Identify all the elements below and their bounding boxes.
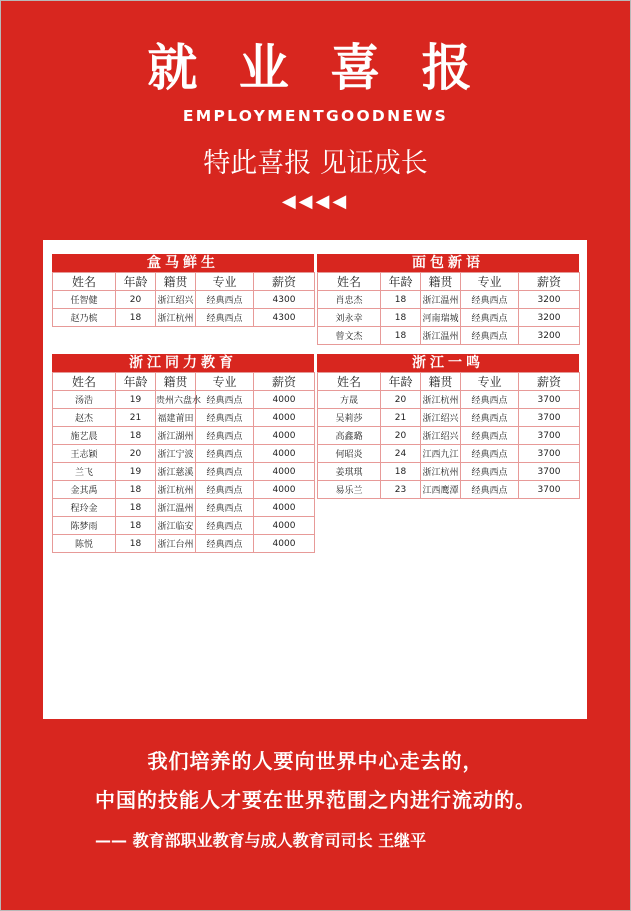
quote-line-1: 我们培养的人要向世界中心走去的， xyxy=(147,749,484,773)
table-cell: 3200 xyxy=(519,291,580,309)
column-header: 薪资 xyxy=(254,273,315,291)
table-cell: 浙江杭州 xyxy=(156,309,196,327)
employment-panel xyxy=(43,240,587,719)
table-cell: 河南瑞城 xyxy=(421,309,461,327)
company-block xyxy=(317,254,579,345)
company-name: 浙江同力教育 xyxy=(52,354,314,372)
quote-line-2: 中国的技能人才要在世界范围之内进行流动的。 xyxy=(95,788,536,812)
table-cell: 陈梦雨 xyxy=(53,517,116,535)
table-cell: 3700 xyxy=(519,409,580,427)
table-cell: 赵杰 xyxy=(53,409,116,427)
table-cell: 4000 xyxy=(254,463,315,481)
table-cell: 20 xyxy=(381,427,421,445)
table-cell: 王志颖 xyxy=(53,445,116,463)
column-header: 籍贯 xyxy=(421,273,461,291)
table-cell: 18 xyxy=(381,327,421,345)
column-header: 年龄 xyxy=(116,373,156,391)
table-cell: 18 xyxy=(116,309,156,327)
employment-table xyxy=(52,272,315,327)
table-cell: 经典西点 xyxy=(196,309,254,327)
table-cell: 经典西点 xyxy=(196,427,254,445)
column-header: 姓名 xyxy=(53,373,116,391)
company-block xyxy=(52,354,314,553)
table-cell: 肖忠杰 xyxy=(318,291,381,309)
table-cell: 18 xyxy=(116,427,156,445)
column-header: 专业 xyxy=(461,373,519,391)
table-cell: 贵州六盘水 xyxy=(156,391,196,409)
table-cell: 经典西点 xyxy=(461,427,519,445)
table-cell: 18 xyxy=(381,291,421,309)
table-cell: 18 xyxy=(381,309,421,327)
table-cell: 浙江温州 xyxy=(421,327,461,345)
table-row xyxy=(318,427,580,445)
table-cell: 19 xyxy=(116,391,156,409)
table-cell: 4000 xyxy=(254,445,315,463)
column-header: 年龄 xyxy=(116,273,156,291)
table-cell: 赵乃槟 xyxy=(53,309,116,327)
table-cell: 施艺晨 xyxy=(53,427,116,445)
table-cell: 4000 xyxy=(254,427,315,445)
table-row xyxy=(318,327,580,345)
table-cell: 19 xyxy=(116,463,156,481)
table-cell: 4300 xyxy=(254,291,315,309)
table-cell: 18 xyxy=(116,499,156,517)
table-row xyxy=(318,309,580,327)
table-cell: 经典西点 xyxy=(461,291,519,309)
column-header: 薪资 xyxy=(519,273,580,291)
table-cell: 浙江临安 xyxy=(156,517,196,535)
column-header: 薪资 xyxy=(254,373,315,391)
table-cell: 3200 xyxy=(519,327,580,345)
table-row xyxy=(53,427,315,445)
table-cell: 任智健 xyxy=(53,291,116,309)
table-cell: 23 xyxy=(381,481,421,499)
table-cell: 浙江杭州 xyxy=(421,391,461,409)
table-cell: 4000 xyxy=(254,517,315,535)
table-cell: 18 xyxy=(116,535,156,553)
table-cell: 金其禹 xyxy=(53,481,116,499)
table-row xyxy=(53,499,315,517)
table-cell: 3200 xyxy=(519,309,580,327)
table-header-row xyxy=(53,373,315,391)
column-header: 薪资 xyxy=(519,373,580,391)
table-cell: 经典西点 xyxy=(461,481,519,499)
table-cell: 21 xyxy=(381,409,421,427)
table-cell: 经典西点 xyxy=(461,309,519,327)
column-header: 籍贯 xyxy=(156,273,196,291)
table-cell: 程玲金 xyxy=(53,499,116,517)
table-cell: 3700 xyxy=(519,391,580,409)
company-name: 浙江一鸣 xyxy=(317,354,579,372)
table-cell: 浙江绍兴 xyxy=(421,409,461,427)
table-row xyxy=(53,463,315,481)
table-row xyxy=(318,291,580,309)
table-cell: 4000 xyxy=(254,409,315,427)
page-title: 就 业 喜 报 xyxy=(147,39,484,97)
column-header: 籍贯 xyxy=(421,373,461,391)
table-cell: 24 xyxy=(381,445,421,463)
table-cell: 18 xyxy=(116,517,156,535)
table-cell: 4300 xyxy=(254,309,315,327)
table-cell: 浙江温州 xyxy=(421,291,461,309)
table-cell: 3700 xyxy=(519,463,580,481)
table-cell: 江西鹰潭 xyxy=(421,481,461,499)
table-cell: 4000 xyxy=(254,481,315,499)
table-cell: 4000 xyxy=(254,535,315,553)
employment-table xyxy=(52,372,315,553)
table-header-row xyxy=(318,373,580,391)
table-cell: 陈悦 xyxy=(53,535,116,553)
table-cell: 经典西点 xyxy=(196,409,254,427)
table-cell: 刘永幸 xyxy=(318,309,381,327)
table-cell: 方晟 xyxy=(318,391,381,409)
column-header: 姓名 xyxy=(53,273,116,291)
table-cell: 经典西点 xyxy=(196,481,254,499)
table-header-row xyxy=(318,273,580,291)
table-cell: 兰飞 xyxy=(53,463,116,481)
table-cell: 18 xyxy=(116,481,156,499)
table-cell: 经典西点 xyxy=(196,499,254,517)
column-header: 年龄 xyxy=(381,373,421,391)
column-header: 专业 xyxy=(461,273,519,291)
table-cell: 经典西点 xyxy=(196,291,254,309)
table-cell: 4000 xyxy=(254,499,315,517)
table-cell: 经典西点 xyxy=(196,517,254,535)
table-cell: 经典西点 xyxy=(196,391,254,409)
table-cell: 经典西点 xyxy=(461,391,519,409)
table-cell: 浙江杭州 xyxy=(156,481,196,499)
table-cell: 福建莆田 xyxy=(156,409,196,427)
table-cell: 高鑫璐 xyxy=(318,427,381,445)
column-header: 专业 xyxy=(196,373,254,391)
table-cell: 吴莉莎 xyxy=(318,409,381,427)
table-row xyxy=(53,409,315,427)
table-row xyxy=(53,391,315,409)
table-row xyxy=(53,481,315,499)
table-row xyxy=(318,481,580,499)
employment-table xyxy=(317,372,580,499)
quote-attribution: —— 教育部职业教育与成人教育司司长 王继平 xyxy=(95,831,427,850)
table-cell: 4000 xyxy=(254,391,315,409)
table-cell: 经典西点 xyxy=(196,463,254,481)
left-arrows-icon: ◀◀◀◀ xyxy=(281,191,350,212)
table-cell: 浙江杭州 xyxy=(421,463,461,481)
table-cell: 经典西点 xyxy=(461,327,519,345)
company-block xyxy=(317,354,579,499)
table-cell: 经典西点 xyxy=(461,463,519,481)
column-header: 姓名 xyxy=(318,373,381,391)
column-header: 年龄 xyxy=(381,273,421,291)
employment-table xyxy=(317,272,580,345)
table-row xyxy=(53,445,315,463)
table-cell: 浙江慈溪 xyxy=(156,463,196,481)
table-row xyxy=(318,391,580,409)
table-cell: 21 xyxy=(116,409,156,427)
table-cell: 易乐兰 xyxy=(318,481,381,499)
table-row xyxy=(53,535,315,553)
table-cell: 浙江湖州 xyxy=(156,427,196,445)
table-row xyxy=(318,463,580,481)
table-cell: 浙江宁波 xyxy=(156,445,196,463)
table-row xyxy=(53,517,315,535)
company-name: 盒马鲜生 xyxy=(52,254,314,272)
table-cell: 3700 xyxy=(519,427,580,445)
column-header: 专业 xyxy=(196,273,254,291)
table-cell: 浙江绍兴 xyxy=(421,427,461,445)
english-subtitle: EMPLOYMENTGOODNEWS xyxy=(182,107,449,125)
table-cell: 江西九江 xyxy=(421,445,461,463)
table-cell: 经典西点 xyxy=(461,445,519,463)
column-header: 籍贯 xyxy=(156,373,196,391)
table-cell: 姜琪琪 xyxy=(318,463,381,481)
table-cell: 经典西点 xyxy=(196,535,254,553)
column-header: 姓名 xyxy=(318,273,381,291)
table-cell: 汤浩 xyxy=(53,391,116,409)
table-row xyxy=(318,409,580,427)
table-cell: 曾文杰 xyxy=(318,327,381,345)
table-row xyxy=(53,291,315,309)
table-cell: 何昭炎 xyxy=(318,445,381,463)
table-row xyxy=(318,445,580,463)
table-header-row xyxy=(53,273,315,291)
table-cell: 浙江绍兴 xyxy=(156,291,196,309)
table-cell: 经典西点 xyxy=(461,409,519,427)
table-cell: 经典西点 xyxy=(196,445,254,463)
table-cell: 3700 xyxy=(519,481,580,499)
table-cell: 浙江台州 xyxy=(156,535,196,553)
table-cell: 20 xyxy=(381,391,421,409)
table-cell: 3700 xyxy=(519,445,580,463)
company-block xyxy=(52,254,314,327)
table-row xyxy=(53,309,315,327)
table-cell: 18 xyxy=(381,463,421,481)
company-name: 面包新语 xyxy=(317,254,579,272)
slogan: 特此喜报 见证成长 xyxy=(203,148,428,179)
table-cell: 20 xyxy=(116,291,156,309)
table-cell: 浙江温州 xyxy=(156,499,196,517)
table-cell: 20 xyxy=(116,445,156,463)
